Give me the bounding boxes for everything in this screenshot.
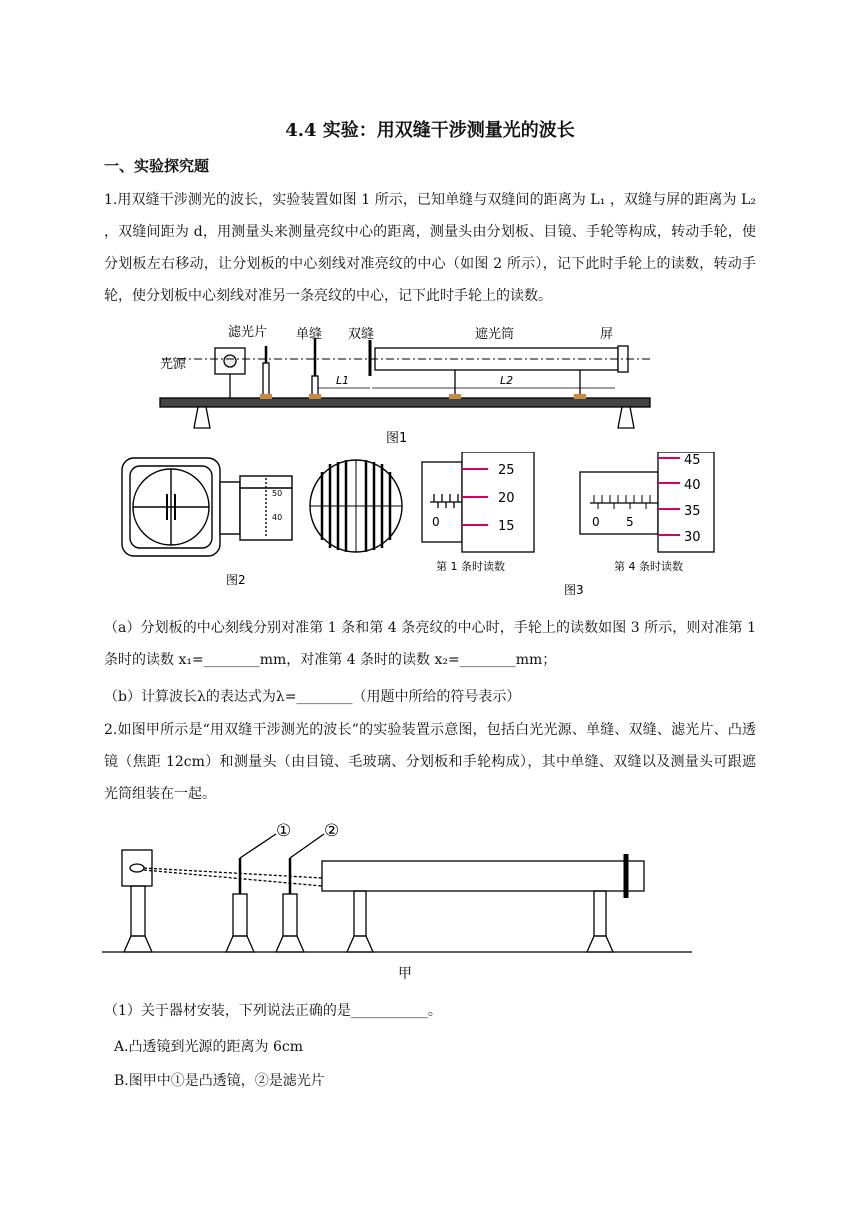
label-source: 光源 (160, 357, 187, 372)
figure-jia-apparatus (100, 816, 700, 986)
question-1-part-b: （b）计算波长λ的表达式为λ=________（用题中所给的符号表示） (104, 689, 521, 705)
bench-left-foot (194, 407, 210, 428)
section-heading: 一、实验探究题 (104, 157, 210, 175)
figure-1-caption: 图1 (386, 431, 408, 446)
question-2-sub-1: （1）关于器材安装，下列说法正确的是___________。 (104, 1003, 442, 1019)
figure-1-apparatus (150, 318, 670, 448)
left-drum-20: 20 (498, 491, 515, 506)
optical-bench (160, 398, 650, 407)
question-1-part-a: （a）分划板的中心刻线分别对准第 1 条和第 4 条亮纹的中心时，手轮上的读数如图 3 所示，则对准第 1 条时的读数 x₁=________mm，对准第 4 条时的读数 x₂=________mm； (104, 620, 756, 668)
question-1-text: 1.用双缝干涉测光的波长，实验装置如图 1 所示，已知单缝与双缝间的距离为 L₁ ，双缝与屏的距离为 L₂ ，双缝间距为 d，用测量头来测量亮纹中心的距离，测量头由分划板、目镜、手轮等构成，转动手轮，使分划板左右移动，让分划板的中心刻线对准亮纹的中心（如图 2 所示），记下此时手轮上的读数，转动手轮，使分划板中心刻线对准另一条亮纹的中心，记下此时手轮上的读数。 (104, 192, 756, 304)
bench-right-foot (618, 407, 634, 428)
mark-2: ② (324, 821, 340, 841)
right-drum-30: 30 (684, 530, 701, 545)
label-first-reading: 第 1 条时读数 (436, 560, 505, 573)
label-screen: 屏 (600, 327, 614, 342)
option-b: B.图甲中①是凸透镜，②是滤光片 (114, 1073, 325, 1089)
left-drum-15: 15 (498, 519, 515, 534)
label-tube: 遮光筒 (475, 327, 515, 342)
label-fourth-reading: 第 4 条时读数 (614, 560, 683, 573)
figure-jia-caption: 甲 (398, 966, 412, 982)
figure-3-caption: 图3 (564, 583, 584, 597)
bulb (224, 355, 236, 367)
shading-tube (322, 861, 644, 891)
right-drum-40: 40 (684, 478, 701, 493)
fig2-tick-40: 40 (272, 513, 283, 522)
left-drum-25: 25 (498, 463, 515, 478)
right-main-0: 0 (592, 515, 600, 529)
label-L1: L1 (336, 374, 350, 387)
figure-2-measuring-head (118, 456, 418, 596)
figure-2-caption: 图2 (226, 573, 246, 587)
page-title: 4.4 实验：用双缝干涉测量光的波长 (285, 120, 575, 141)
option-a: A.凸透镜到光源的距离为 6cm (114, 1039, 304, 1055)
light-source-box (122, 850, 152, 886)
filter-holder (263, 363, 269, 396)
label-filter: 滤光片 (228, 325, 268, 340)
right-drum-45: 45 (684, 453, 701, 468)
single-slit-holder (312, 376, 318, 396)
figure-3-readings (418, 452, 718, 602)
label-single-slit: 单缝 (296, 327, 323, 342)
right-drum-35: 35 (684, 504, 701, 519)
fig2-tick-50: 50 (272, 489, 283, 498)
right-main-5: 5 (626, 515, 634, 529)
question-2-text: 2.如图甲所示是“用双缝干涉测光的波长”的实验装置示意图，包括白光光源、单缝、双缝、滤光片、凸透镜（焦距 12cm）和测量头（由目镜、毛玻璃、分划板和手轮构成），其中单缝、双缝以及测量头可跟遮光筒组装在一起。 (104, 722, 756, 802)
left-main-0: 0 (432, 515, 440, 529)
mark-1: ① (276, 821, 292, 841)
label-double-slit: 双缝 (348, 327, 375, 342)
label-L2: L2 (500, 374, 514, 387)
